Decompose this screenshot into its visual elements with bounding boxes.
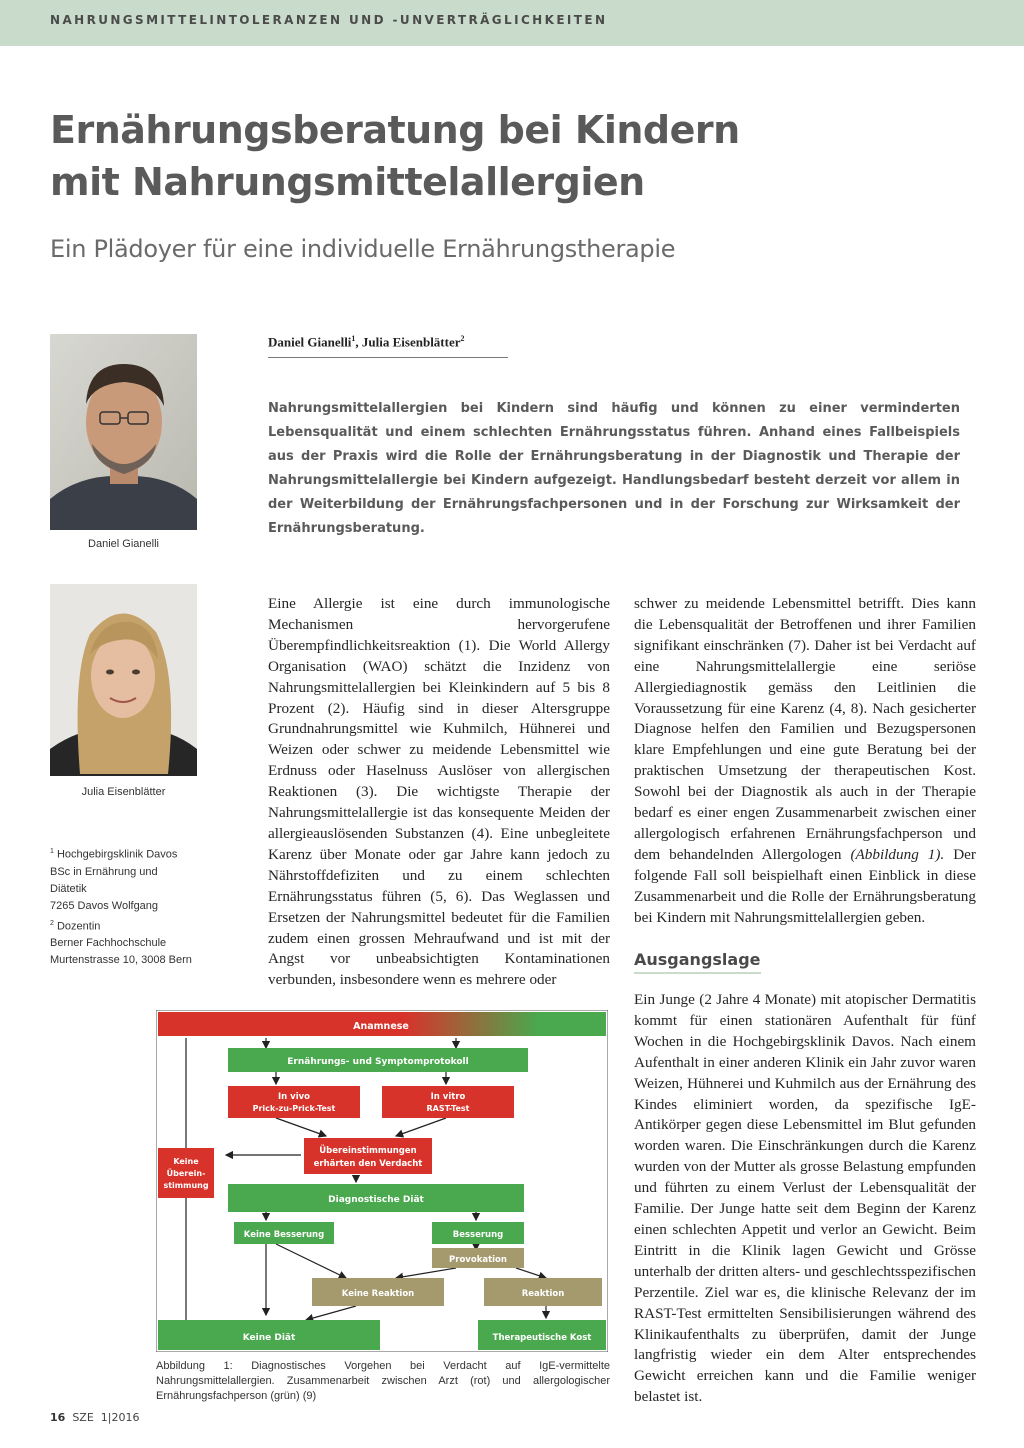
author-2-name: Julia Eisenblätter bbox=[361, 334, 461, 350]
flow-keine-diaet-label: Keine Diät bbox=[242, 1333, 296, 1343]
author-photo-gianelli bbox=[50, 334, 197, 530]
author-1-sup: 1 bbox=[351, 334, 356, 343]
flow-keine-besserung-label: Keine Besserung bbox=[243, 1230, 325, 1240]
flow-invivo-label-2: Prick-zu-Prick-Test bbox=[252, 1104, 336, 1113]
flow-protokoll-label: Ernährungs- und Symptomprotokoll bbox=[287, 1057, 469, 1067]
author-line bbox=[268, 334, 465, 350]
affil-2-sup: 2 bbox=[50, 919, 54, 927]
running-head: NAHRUNGSMITTELINTOLERANZEN UND -UNVERTRÄGLICHKEITEN bbox=[50, 13, 608, 27]
photo-caption-eisenblaetter: Julia Eisenblätter bbox=[81, 786, 166, 798]
page-number: 16 bbox=[50, 1411, 66, 1424]
body-paragraph-3: Ein Junge (2 Jahre 4 Monate) mit atopischer Dermatitis kommt für einen stationären Aufenthalt für fünf Wochen in die Hochgebirgsklinik Davos. Nach einem Aufenthalt in einer anderen Klinik ein Jahr zuvor waren Weizen, Hühnerei und Kuhmilch aus der Ernährung des Kindes eliminiert worden, da spezifische IgE-Antikörper gegen diese Lebensmittel im Blut gefunden worden waren. Die Einschränkungen durch die Karenz wurden von der Mutter als grosse Belastung empfunden und führten zu einem Verlust der Lebensqualität der Familie. Der Junge hatte seit dem Beginn der Karenz einen schlechten Appetit und verlor an Gewicht. Beim Eintritt in die Klinik lagen Gewicht und Grösse unterhalb der dritten alters- und geschlechtsspezifischen Perzentile. Ziel war es, die klinische Relevanz der im RAST-Test ermittelten Sensibilisierungen während des Klinikaufenthalts zu überprüfen, damit der Junge langfristig wieder ein dem Alter entsprechendes Gewicht erreichen kann und die Familie weniger belastet ist. bbox=[634, 991, 976, 1406]
body-paragraph-1: Eine Allergie ist eine durch immunologische Mechanismen hervorgerufene Überempfindlichkeitsreaktion (1). Die World Allergy Organisation (WAO) schätzt die Inzidenz von Nahrungsmittelallergien bei Kleinkindern auf 5 bis 8 Prozent (2). Häufig sind in dieser Altersgruppe Grundnahrungsmittel wie Kuhmilch, Hühnerei und Weizen oder schwer zu meidende Lebensmittel wie Erdnuss oder Haselnuss Auslöser von allergischen Reaktionen (3). Die wichtigste Therapie der Nahrungsmittelallergie ist das konsequente Meiden der allergieauslösenden Substanzen (4). Eine unbegleitete Karenz über Monate oder gar Jahre kann jedoch zu Nährstoffdefiziten und zu einem schlechten Ernährungsstatus führen (5, 6). Das Weglassen und Ersetzen der Nahrungsmittel bedeutet für die Familien zudem einen grossen Mehraufwand und ist mit der Angst vor unbeabsichtigten Kontaminationen verbunden, insbesondere wenn es mehrere oder bbox=[268, 595, 610, 989]
author-photo-eisenblaetter bbox=[50, 584, 197, 776]
flow-keine-ueber-label-3: stimmung bbox=[163, 1181, 209, 1190]
figure-caption: Abbildung 1: Diagnostisches Vorgehen bei Verdacht auf IgE-vermittelte Nahrungsmittelallergien. Zusammenarbeit zwischen Arzt (rot) und allergologischer Ernährungsfachperson (grün) (9) bbox=[156, 1360, 610, 1402]
affil-2-line-1: Dozentin bbox=[56, 920, 101, 933]
article-title bbox=[50, 104, 970, 208]
title-line-2: mit Nahrungsmittelallergien bbox=[50, 160, 645, 204]
affil-1-sup: 1 bbox=[50, 848, 54, 855]
flow-invitro-label-1: In vitro bbox=[430, 1092, 466, 1102]
body-column-2 bbox=[634, 594, 976, 929]
flow-keine-ueber-label-1: Keine bbox=[173, 1157, 199, 1166]
section-heading-ausgangslage: Ausgangslage bbox=[634, 950, 761, 974]
affil-2-line-3: Murtenstrasse 10, 3008 Bern bbox=[50, 954, 192, 967]
affil-2-line-2: Berner Fachhochschule bbox=[50, 937, 167, 950]
body-column-1 bbox=[268, 594, 610, 991]
body-column-3 bbox=[634, 990, 976, 1408]
flow-keine-ueber-label-2: Überein- bbox=[166, 1169, 206, 1178]
body-paragraph-2b: Der folgende Fall soll beispielhaft einen Einblick in diese Zusammenarbeit und die Rolle der Ernährungsberatung bei Kindern mit Nahrungsmittelallergien geben. bbox=[634, 845, 976, 926]
flow-provokation-label: Provokation bbox=[449, 1255, 507, 1265]
affil-1-line-4: 7265 Davos Wolfgang bbox=[50, 899, 159, 912]
author-separator: , bbox=[355, 334, 362, 350]
affil-1-line-2: BSc in Ernährung und bbox=[50, 865, 158, 878]
flow-invitro-box bbox=[382, 1086, 514, 1118]
author-rule bbox=[268, 357, 508, 358]
flow-invitro-label-2: RAST-Test bbox=[426, 1104, 470, 1113]
page-footer bbox=[50, 1411, 139, 1424]
figure-diagnostic-flowchart bbox=[156, 1010, 608, 1352]
photo-caption-gianelli: Daniel Gianelli bbox=[88, 538, 159, 550]
flow-anamnese-label: Anamnese bbox=[353, 1021, 409, 1032]
author-1-name: Daniel Gianelli bbox=[268, 334, 352, 350]
flow-besserung-label: Besserung bbox=[452, 1230, 504, 1240]
flow-invivo-label-1: In vivo bbox=[277, 1092, 311, 1102]
flow-diag-diaet-label: Diagnostische Diät bbox=[328, 1195, 424, 1205]
figure-reference: (Abbildung 1). bbox=[850, 845, 945, 863]
flow-keine-reaktion-label: Keine Reaktion bbox=[341, 1289, 415, 1299]
body-paragraph-2a: schwer zu meidende Lebensmittel betrifft. Dies kann die Lebensqualität der Betroffenen und ihrer Familien signifikant einschränken (7). Daher ist bei Verdacht auf eine Nahrungsmittelallergie eine seriöse Allergiediagnostik gemäss den Leitlinien die Voraussetzung für eine Karenz (4, 8). Nach gesicherter Diagnose helfen den Familien und Bezugspersonen klare Empfehlungen und eine gute Beratung bei der praktischen Umsetzung der therapeutischen Kost. Sowohl bei der Diagnostik als auch in der Therapie bedarf es einer engen Zusammenarbeit zwischen einer allergologisch erfahrenen Ernährungsfachperson und dem behandelnden Allergologen bbox=[634, 595, 976, 863]
flow-reaktion-label: Reaktion bbox=[521, 1289, 565, 1299]
article-subtitle: Ein Plädoyer für eine individuelle Ernährungstherapie bbox=[50, 235, 676, 263]
affiliations bbox=[50, 843, 220, 969]
affil-1-line-3: Diätetik bbox=[50, 882, 87, 895]
flow-therap-kost-label: Therapeutische Kost bbox=[492, 1333, 592, 1343]
journal-name: SZE bbox=[72, 1411, 94, 1424]
flow-ueber-label-1: Übereinstimmungen bbox=[319, 1146, 417, 1156]
flow-invivo-box bbox=[228, 1086, 360, 1118]
affil-1-line-1: Hochgebirgsklinik Davos bbox=[56, 848, 178, 861]
author-2-sup: 2 bbox=[460, 334, 465, 343]
journal-issue: 1|2016 bbox=[100, 1411, 140, 1424]
body-paragraph-2 bbox=[634, 594, 976, 929]
flow-ueber-label-2: erhärten den Verdacht bbox=[313, 1159, 423, 1169]
article-lead: Nahrungsmittelallergien bei Kindern sind häufig und können zu einer verminderten Lebensqualität und einem schlechten Ernährungsstatus führen. Anhand eines Fallbeispiels aus der Praxis wird die Rolle der Ernährungsberatung in der Diagnostik und Therapie der Nahrungsmittelallergie bei Kindern aufgezeigt. Handlungsbedarf besteht derzeit vor allem in der Weiterbildung der Ernährungsfachpersonen und in der Forschung zur Wirksamkeit der Ernährungsberatung. bbox=[268, 401, 960, 536]
title-line-1: Ernährungsberatung bei Kindern bbox=[50, 108, 740, 152]
